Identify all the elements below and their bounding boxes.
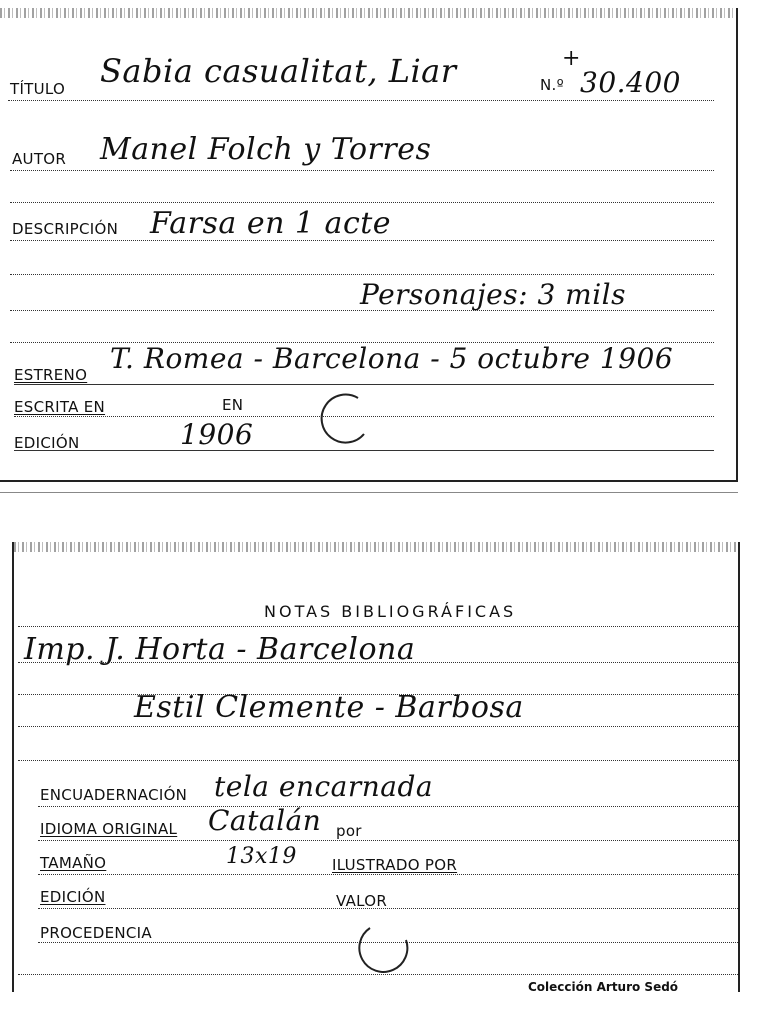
rule-autor (10, 170, 714, 171)
rule-edicion-bottom (38, 908, 738, 909)
nota-line-2: Estil Clemente - Barbosa (134, 690, 524, 725)
tamano-value: 13x19 (226, 844, 297, 869)
rule-autor-2 (10, 202, 714, 203)
catalog-card-front (0, 8, 738, 482)
estreno-label: ESTRENO (14, 366, 88, 384)
edicion-value: 1906 (180, 418, 254, 451)
scan-noise-edge-bottom (14, 542, 738, 552)
encuadernacion-label: ENCUADERNACIÓN (40, 786, 188, 804)
punch-hole-icon (318, 390, 378, 450)
edicion-label-bottom: EDICIÓN (40, 888, 106, 906)
idioma-label: IDIOMA ORIGINAL (40, 820, 178, 838)
numero-label: N.º (540, 76, 564, 94)
rule-edicion (14, 450, 714, 451)
idioma-value: Catalán (208, 804, 322, 837)
valor-label: VALOR (336, 892, 388, 910)
escrita-en-label: ESCRITA EN (14, 398, 106, 416)
rule-notas-1 (18, 662, 738, 663)
edicion-label: EDICIÓN (14, 434, 80, 452)
rule-notas-3 (18, 726, 738, 727)
autor-value: Manel Folch y Torres (100, 132, 432, 167)
rule-estreno (14, 384, 714, 385)
por-label: por (336, 822, 362, 840)
rule-tamano (38, 874, 738, 875)
titulo-label: TÍTULO (10, 80, 66, 98)
notas-heading: NOTAS BIBLIOGRÁFICAS (264, 602, 517, 621)
coleccion-footer: Colección Arturo Sedó (528, 980, 679, 994)
estreno-value: T. Romea - Barcelona - 5 octubre 1906 (110, 342, 674, 375)
titulo-value: Sabia casualitat, Liar (100, 52, 457, 90)
rule-descripcion (10, 240, 714, 241)
card-separator (0, 492, 738, 493)
rule-encuadernacion (38, 806, 738, 807)
catalog-card-back (12, 542, 740, 992)
rule-descripcion-2 (10, 274, 714, 275)
en-label: EN (222, 396, 244, 414)
ilustrado-label: ILUSTRADO POR (332, 856, 458, 874)
encuadernacion-value: tela encarnada (214, 770, 434, 803)
punch-hole-icon-bottom (354, 918, 414, 976)
rule-notas-4 (18, 760, 738, 761)
rule-personajes (10, 310, 714, 311)
numero-value: 30.400 (580, 66, 681, 99)
nota-line-1: Imp. J. Horta - Barcelona (24, 632, 416, 667)
rule-idioma (38, 840, 738, 841)
numero-mark: + (562, 46, 581, 71)
procedencia-label: PROCEDENCIA (40, 924, 152, 942)
autor-label: AUTOR (12, 150, 67, 168)
rule-notas-0 (18, 626, 738, 627)
scan-noise-edge (0, 8, 736, 18)
descripcion-label: DESCRIPCIÓN (12, 220, 119, 238)
descripcion-value: Farsa en 1 acte (150, 206, 392, 241)
tamano-label: TAMAÑO (40, 854, 107, 872)
personajes-value: Personajes: 3 mils (360, 278, 626, 311)
rule-titulo (8, 100, 714, 101)
